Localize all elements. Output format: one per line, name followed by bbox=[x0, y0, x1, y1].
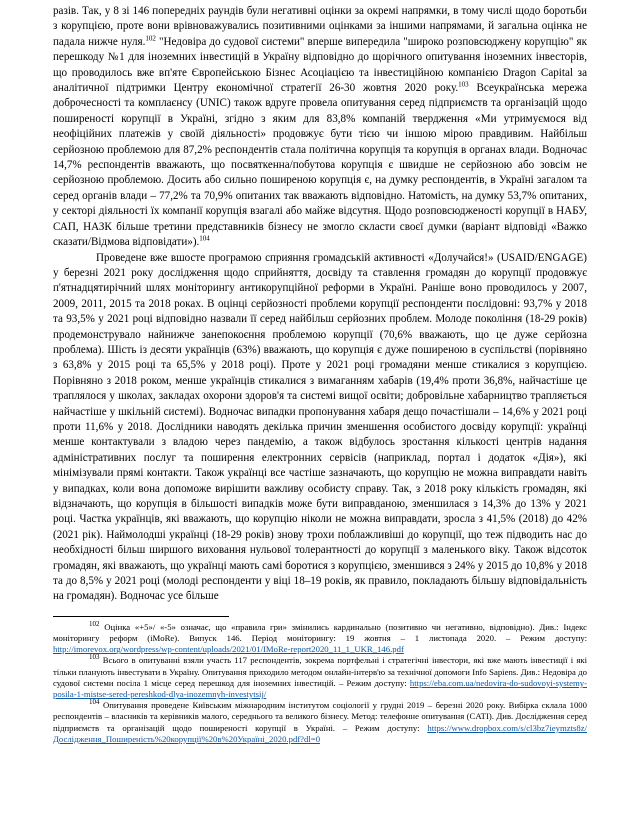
paragraph-1-text-b: "Недовіра до судової системи" вперше випередила "широко розповсюджену корупцію" як перешкоду №1 для іноземних інвестицій в Україну відповідно до щорічного опитування іноземних інвесторів, що проводилось вже вп'яте Європейською Бізнес Асоціацією та інвестиційною компанією Dragon Capital за аналітичної підтримки Центру економічної стратегії 26-30 жовтня 2020 року. bbox=[53, 35, 587, 95]
body-paragraph-2: Проведене вже вшосте програмою сприяння громадській активності «Долучайся!» (USAID/ENGAGE) у березні 2021 року дослідження щодо сприйняття, досвіду та ставлення громадян до корупції продовжує п'ятнадцятирічний шлях моніторингу антикорупційної реформи в Україні. Раніше воно проводилось у 2007, 2009, 2011, 2015 та 2018 роках. В оцінці серйозності проблеми корупції респонденти послідовні: 93,7% у 2018 та 93,5% у 2021 році відповідно назвали її серед найбільш серйозних проблем. Молоде покоління (18-29 років) продемонструвало найнижче занепокоєння проблемою корупції (70,6% вважають, що це дуже серйозна проблема). Шість із десяти українців (63%) вважають, що корупція є дуже поширеною в суспільстві (порівняно з 63,8% у 2015 році та 65,5% у 2018 році). Проте у 2021 році громадяни менше стикалися з корупцією. Порівняно з 2018 роком, менше українців стикалися з вимаганням хабарів (19,4% проти 36,8%, найчастіше це траплялося у школах, закладах охорони здоров'я та системі вищої освіти; добровільне хабарництво трапляється найчастіше у шкільній системі). Водночас випадки пропонування хабаря дещо почастішали – 14,6% у 2021 році проти 11,6% у 2018. Дослідники наводять декілька причин зменшення особистого досвіду корупції: українці менше контактували з владою через пандемію, а також відбулось зростання кількості центрів надання адміністративних послуг та поширення електронних сервісів (наприклад, портал і додаток «Дія»), які мінімізували прямі контакти. Також українці все частіше зазначають, що корупцію не можна виправдати навіть у випадках, коли вона допоможе вирішити важливу особисту справу. Так, з 2018 року кількість громадян, які відзначають, що корупція в більшості випадків може бути виправданою, зменшилася з 14,3% до 13% у 2021 році. Частка українців, які вважають, що корупцію ніколи не можна виправдати, зросла з 41,5% (2018) до 42% (2021 рік). Наймолодші українці (18-29 років) знову трохи поблажливіші до корупції, що теж підводить нас до необхідності більш ширшого виховання нульової толерантності до корупції з маленького віку. Також відсоток громадян, які вважають, що українці мають самі боротися з корупцією, зменшився з 24% у 2015 до 10,8% у 2018 та до 8,5% у 2021 році (молоді респонденти у віці 18–19 років, як правило, покладають більшу відповідальність на громадян). Водночас усе більше bbox=[53, 251, 587, 603]
footnote-number: 102 bbox=[89, 619, 100, 628]
document-page bbox=[53, 4, 587, 745]
footnote-ref-102[interactable]: 102 bbox=[145, 34, 156, 43]
footnote-ref-104[interactable]: 104 bbox=[199, 234, 210, 243]
paragraph-1-text-c: Всеукраїнська мережа доброчесності та комплаєнсу (UNIC) також вдруге провела опитування серед підприємств та організацій щодо поширеності корупції в Україні, згідно з яким для 83,8% компаній твердження «Ми утримуємося від неофіційних платежів у своїй діяльності» продовжує бути тією чи іншою мірою правдивим. Найбільш серйозною проблемою для 87,2% респондентів стала політична корупція та корупція в органах влади. Водночас 14,7% респондентів вважають, що посвяткенна/побутова корупція є швидше не серйозною або зовсім не серйозною проблемою. Досить або сильно поширеною корупція є, на думку респондентів, в Україні загалом та серед органів влади – 77,2% та 70,9% опитаних так вважають відповідно. Натомість, на думку 53,7% опитаних, у секторі діяльності їх компанії корупція взагалі або майже відсутня. Щодо розповсюдженості корупції в НАБУ, САП, НАЗК більше третини представників бізнесу не змогло скласти своєї думки (варіант відповіді «Важко сказати/Відмова відповідати»). bbox=[53, 82, 588, 249]
footnote-text: Опитування проведене Київським міжнародним інститутом соціології у грудні 2019 – березні 2020 року. Вибірка склала 1000 респондентів – власників та керівників малого, середнього та великого бізнесу. Метод: телефонне опитування (CATI). Див. Дослідження серед підприємств та організацій щодо поширеності корупції в Україні. – Режим доступу: bbox=[53, 700, 587, 733]
footnote-text: Всього в опитуванні взяли участь 117 респондентів, зокрема портфельні і стратегічні інвестори, які вже мають інвестиції і які тільки планують інвестувати в Україну. Опитування приходило методом онлайн-інтерв'ю за технічної допомоги Info Sapiens. Див.: Недовіра до судової системи посіла 1 місце серед перешкод для іноземних інвестицій. – Режим доступу: bbox=[53, 655, 587, 688]
footnote-102 bbox=[53, 619, 587, 656]
footnote-link[interactable]: https://eba.com.ua/nedovira-do-sudovoyi-systemy-posila-1-mistse-sered-pereshkod-dlya-inozemnyh-investytsij/ bbox=[53, 677, 587, 700]
footnote-separator bbox=[53, 616, 229, 617]
footnote-link[interactable]: http://imorevox.org/wordpress/wp-content/uploads/2021/01/IMoRe-report2020_11_1_UKR_146.pdf bbox=[53, 644, 404, 655]
footnote-number: 103 bbox=[89, 653, 100, 662]
footnote-ref-103[interactable]: 103 bbox=[458, 80, 469, 89]
footnote-text: Оцінка «+5»/ «-5» означає, що «правила гри» змінились кардинально (позитивно чи негативно, відповідно). Див.: Індекс моніторингу реформ (iMoRe). Випуск 146. Період моніторингу: 19 жовтня – 1 листопада 2020. – Режим доступу: bbox=[53, 621, 587, 644]
footnote-103 bbox=[53, 655, 587, 700]
footnote-number: 104 bbox=[89, 698, 100, 707]
body-paragraph-1 bbox=[53, 4, 587, 251]
paragraph-1-text-a: разів. Так, у 8 зі 146 попередніх раундів були негативні оцінки за окремі напрямки, в тому числі щодо боротьби з корупцією, проте вони врівноважувались позитивними оцінками за іншими напрямами, й загальна оцінка не падала нижче нуля. bbox=[53, 5, 587, 48]
footnote-104 bbox=[53, 700, 587, 745]
footnote-link[interactable]: https://www.dropbox.com/s/cl3bz7ieymzts8z/Дослідження_Поширеність%20корупції%20в%20Україні_2020.pdf?dl=0 bbox=[53, 722, 587, 744]
